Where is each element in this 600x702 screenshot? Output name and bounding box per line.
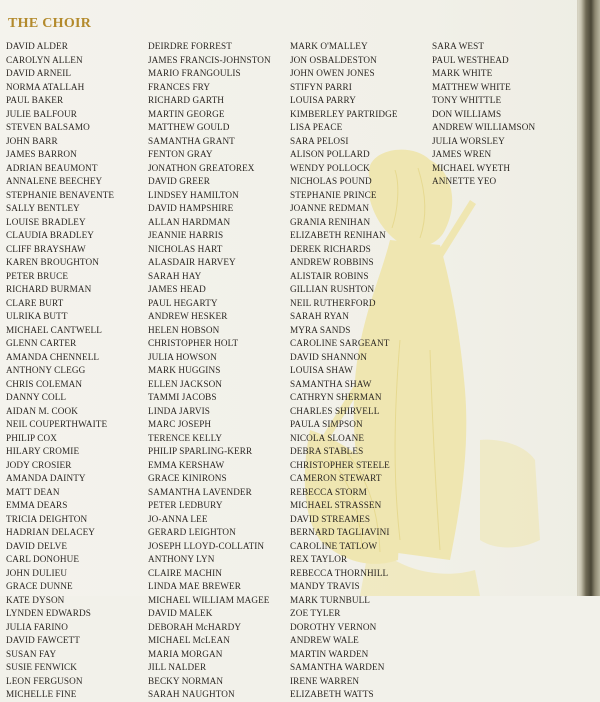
choir-member-name: NICHOLAS HART xyxy=(148,243,223,254)
choir-member-name: JODY CROSIER xyxy=(6,459,72,470)
choir-member-name: DEREK RICHARDS xyxy=(290,243,371,254)
choir-member-name: ANDREW WALE xyxy=(290,635,359,645)
choir-member-name: DAVID ALDER xyxy=(6,41,68,51)
section-title: THE CHOIR xyxy=(8,16,92,31)
choir-member-name: STEPHANIE PRINCE xyxy=(290,189,377,200)
choir-member-name: HILARY CROMIE xyxy=(6,446,80,456)
choir-member-name: LOUISA SHAW xyxy=(290,365,353,375)
choir-member-name: LINDSEY HAMILTON xyxy=(148,189,239,200)
choir-member-name: JULIE BALFOUR xyxy=(6,108,77,119)
choir-member-name: SARAH RYAN xyxy=(290,311,349,321)
choir-member-name: JAMES WREN xyxy=(432,149,492,159)
choir-member-name: MYRA SANDS xyxy=(290,324,351,335)
choir-member-name: STIFYN PARRI xyxy=(290,81,352,92)
choir-member-name: ADRIAN BEAUMONT xyxy=(6,162,98,173)
choir-member-name: ANDREW HESKER xyxy=(148,311,228,321)
choir-member-name: SALLY BENTLEY xyxy=(6,203,80,213)
choir-member-name: HADRIAN DELACEY xyxy=(6,527,96,537)
choir-member-name: GILLIAN RUSHTON xyxy=(290,284,375,294)
choir-member-name: PAUL WESTHEAD xyxy=(432,54,509,65)
choir-member-name: SARAH HAY xyxy=(148,270,202,281)
choir-member-name: CHRIS COLEMAN xyxy=(6,378,83,389)
choir-member-name: MICHAEL STRASSEN xyxy=(290,500,382,510)
choir-member-name: PETER LEDBURY xyxy=(148,500,223,510)
choir-member-name: DAVID MALEK xyxy=(148,608,213,618)
choir-member-name: JULIA HOWSON xyxy=(148,351,217,362)
choir-member-name: SUSIE FENWICK xyxy=(6,662,77,672)
choir-member-name: AMANDA CHENNELL xyxy=(6,351,100,362)
choir-member-name: SAMANTHA LAVENDER xyxy=(148,486,252,497)
choir-member-name: REBECCA THORNHILL xyxy=(290,567,389,578)
choir-member-name: AMANDA DAINTY xyxy=(6,473,86,483)
choir-member-name: CATHRYN SHERMAN xyxy=(290,392,382,402)
choir-member-name: DON WILLIAMS xyxy=(432,108,502,119)
choir-member-name: MARK WHITE xyxy=(432,68,493,78)
choir-member-name: SARA WEST xyxy=(432,41,485,51)
choir-member-name: CLARE BURT xyxy=(6,297,64,308)
choir-member-name: ANDREW ROBBINS xyxy=(290,257,374,267)
choir-member-name: SAMANTHA GRANT xyxy=(148,135,235,146)
choir-member-name: AIDAN M. COOK xyxy=(6,405,78,416)
choir-member-name: MARK HUGGINS xyxy=(148,365,221,375)
choir-member-name: TRICIA DEIGHTON xyxy=(6,513,88,524)
choir-member-name: PETER BRUCE xyxy=(6,270,69,281)
choir-member-name: NICOLA SLOANE xyxy=(290,432,365,443)
choir-member-name: JONATHON GREATOREX xyxy=(148,162,255,173)
choir-member-name: GLENN CARTER xyxy=(6,338,77,348)
choir-member-name: BERNARD TAGLIAVINI xyxy=(290,527,390,537)
choir-member-name: CHRISTOPHER STEELE xyxy=(290,459,390,470)
choir-member-name: JULIA FARINO xyxy=(6,621,69,632)
choir-member-name: DAVID SHANNON xyxy=(290,351,367,362)
choir-member-name: JOHN BARR xyxy=(6,135,58,146)
choir-member-name: MICHAEL WILLIAM MAGEE xyxy=(148,594,270,605)
choir-member-name: MARK TURNBULL xyxy=(290,594,370,605)
choir-member-name: ANTHONY CLEGG xyxy=(6,365,86,375)
choir-member-name: CLAIRE MACHIN xyxy=(148,567,223,578)
choir-member-name: CHRISTOPHER HOLT xyxy=(148,338,239,348)
choir-member-name: SARA PELOSI xyxy=(290,135,349,146)
choir-member-name: CHARLES SHIRVELL xyxy=(290,405,380,416)
choir-member-name: ANTHONY LYN xyxy=(148,554,215,564)
choir-member-name: GRACE KINIRONS xyxy=(148,473,227,483)
choir-member-name: ULRIKA BUTT xyxy=(6,311,68,321)
choir-member-name: CAMERON STEWART xyxy=(290,473,382,483)
choir-member-name: JEANNIE HARRIS xyxy=(148,230,224,240)
choir-member-name: PHILIP SPARLING-KERR xyxy=(148,446,253,456)
choir-member-name: EMMA DEARS xyxy=(6,500,68,510)
choir-member-name: DAVID HAMPSHIRE xyxy=(148,203,234,213)
choir-member-name: DAVID ARNEIL xyxy=(6,68,72,78)
choir-member-name: RICHARD BURMAN xyxy=(6,284,92,294)
choir-member-name: GRANIA RENIHAN xyxy=(290,216,371,227)
choir-member-name: IRENE WARREN xyxy=(290,675,360,686)
choir-member-name: JOANNE REDMAN xyxy=(290,203,370,213)
choir-member-name: SAMANTHA WARDEN xyxy=(290,662,385,672)
choir-member-name: MICHAEL McLEAN xyxy=(148,635,230,645)
choir-member-name: MARIA MORGAN xyxy=(148,648,223,659)
choir-member-name: JO-ANNA LEE xyxy=(148,513,208,524)
choir-member-name: ELIZABETH WATTS xyxy=(290,689,374,699)
choir-member-name: DEBORAH McHARDY xyxy=(148,621,242,632)
choir-member-name: MATTHEW WHITE xyxy=(432,81,511,92)
choir-member-name: KAREN BROUGHTON xyxy=(6,257,99,267)
choir-member-name: MANDY TRAVIS xyxy=(290,581,360,591)
choir-member-name: CAROLINE SARGEANT xyxy=(290,338,390,348)
choir-member-name: CAROLYN ALLEN xyxy=(6,54,83,65)
choir-member-name: JULIA WORSLEY xyxy=(432,135,505,146)
choir-member-name: MICHAEL CANTWELL xyxy=(6,324,102,335)
choir-member-name: MATT DEAN xyxy=(6,486,60,497)
choir-member-name: ELIZABETH RENIHAN xyxy=(290,230,386,240)
choir-member-name: TAMMI JACOBS xyxy=(148,392,217,402)
choir-member-name: LOUISE BRADLEY xyxy=(6,216,86,227)
choir-member-name: JAMES BARRON xyxy=(6,149,77,159)
choir-member-name: DEIRDRE FORREST xyxy=(148,41,232,51)
choir-member-name: DAVID FAWCETT xyxy=(6,635,80,645)
choir-member-name: RICHARD GARTH xyxy=(148,95,225,105)
choir-member-name: GERARD LEIGHTON xyxy=(148,527,236,537)
choir-column-3 xyxy=(290,40,398,702)
choir-member-name: ELLEN JACKSON xyxy=(148,378,223,389)
choir-member-name: NEIL RUTHERFORD xyxy=(290,297,376,308)
choir-member-name: JILL NALDER xyxy=(148,662,207,672)
choir-member-name: ANDREW WILLIAMSON xyxy=(432,122,536,132)
choir-member-name: MARK O'MALLEY xyxy=(290,41,368,51)
choir-member-name: ALISTAIR ROBINS xyxy=(290,270,369,281)
choir-member-name: JOHN OWEN JONES xyxy=(290,68,375,78)
choir-member-name: NORMA ATALLAH xyxy=(6,81,85,92)
choir-member-name: JOHN DULIEU xyxy=(6,567,68,578)
choir-member-name: JAMES FRANCIS-JOHNSTON xyxy=(148,54,271,65)
choir-member-name: SUSAN FAY xyxy=(6,648,57,659)
choir-member-name: DOROTHY VERNON xyxy=(290,621,377,632)
choir-member-name: WENDY POLLOCK xyxy=(290,162,370,173)
choir-member-name: TONY WHITTLE xyxy=(432,95,502,105)
choir-member-name: DAVID GREER xyxy=(148,176,210,186)
choir-member-name: PAUL BAKER xyxy=(6,95,64,105)
choir-member-name: DAVID STREAMES xyxy=(290,513,371,524)
choir-member-name: ANNALENE BEECHEY xyxy=(6,176,103,186)
choir-member-name: PAUL HEGARTY xyxy=(148,297,218,308)
choir-member-name: ANNETTE YEO xyxy=(432,176,497,186)
choir-member-name: BECKY NORMAN xyxy=(148,675,224,686)
choir-member-name: ALISON POLLARD xyxy=(290,149,370,159)
choir-member-name: KIMBERLEY PARTRIDGE xyxy=(290,108,398,119)
choir-column-2 xyxy=(148,40,271,702)
choir-member-name: LEON FERGUSON xyxy=(6,675,83,686)
choir-member-name: CLIFF BRAYSHAW xyxy=(6,243,86,254)
choir-member-name: MICHAEL WYETH xyxy=(432,162,511,173)
choir-member-name: CARL DONOHUE xyxy=(6,554,80,564)
choir-member-name: MARC JOSEPH xyxy=(148,419,212,429)
choir-member-name: STEVEN BALSAMO xyxy=(6,122,90,132)
choir-member-name: STEPHANIE BENAVENTE xyxy=(6,189,115,200)
choir-member-name: EMMA KERSHAW xyxy=(148,459,225,470)
choir-member-name: NICHOLAS POUND xyxy=(290,176,372,186)
choir-member-name: SAMANTHA SHAW xyxy=(290,378,372,389)
choir-member-name: LINDA JARVIS xyxy=(148,405,210,416)
choir-member-name: LYNDEN EDWARDS xyxy=(6,608,91,618)
choir-member-name: FENTON GRAY xyxy=(148,149,213,159)
choir-member-name: TERENCE KELLY xyxy=(148,432,223,443)
choir-member-name: GRACE DUNNE xyxy=(6,581,73,591)
choir-member-name: JON OSBALDESTON xyxy=(290,54,377,65)
choir-member-name: REX TAYLOR xyxy=(290,554,348,564)
choir-column-4 xyxy=(432,40,535,189)
choir-member-name: MICHELLE FINE xyxy=(6,689,77,699)
choir-member-name: DANNY COLL xyxy=(6,392,67,402)
choir-member-name: ALLAN HARDMAN xyxy=(148,216,231,227)
choir-member-name: MATTHEW GOULD xyxy=(148,122,230,132)
choir-member-name: MARIO FRANGOULIS xyxy=(148,68,241,78)
choir-member-name: FRANCES FRY xyxy=(148,81,211,92)
choir-member-name: HELEN HOBSON xyxy=(148,324,220,335)
choir-member-name: CAROLINE TATLOW xyxy=(290,540,378,551)
choir-member-name: LOUISA PARRY xyxy=(290,95,356,105)
choir-member-name: REBECCA STORM xyxy=(290,486,367,497)
choir-member-name: CLAUDIA BRADLEY xyxy=(6,230,95,240)
booklet-spine xyxy=(578,0,600,596)
choir-member-name: JOSEPH LLOYD-COLLATIN xyxy=(148,540,265,551)
choir-member-name: ZOE TYLER xyxy=(290,608,341,618)
choir-member-name: DAVID DELVE xyxy=(6,540,68,551)
choir-member-name: LINDA MAE BREWER xyxy=(148,581,241,591)
choir-member-name: JAMES HEAD xyxy=(148,284,206,294)
choir-member-name: KATE DYSON xyxy=(6,594,65,605)
choir-column-1 xyxy=(6,40,114,702)
choir-member-name: DEBRA STABLES xyxy=(290,446,364,456)
choir-member-name: PHILIP COX xyxy=(6,432,57,443)
choir-member-name: MARTIN WARDEN xyxy=(290,648,369,659)
choir-member-name: NEIL COUPERTHWAITE xyxy=(6,419,108,429)
choir-member-name: SARAH NAUGHTON xyxy=(148,689,235,699)
choir-member-name: PAULA SIMPSON xyxy=(290,419,363,429)
choir-member-name: MARTIN GEORGE xyxy=(148,108,225,119)
choir-member-name: ALASDAIR HARVEY xyxy=(148,257,236,267)
choir-member-name: LISA PEACE xyxy=(290,122,343,132)
